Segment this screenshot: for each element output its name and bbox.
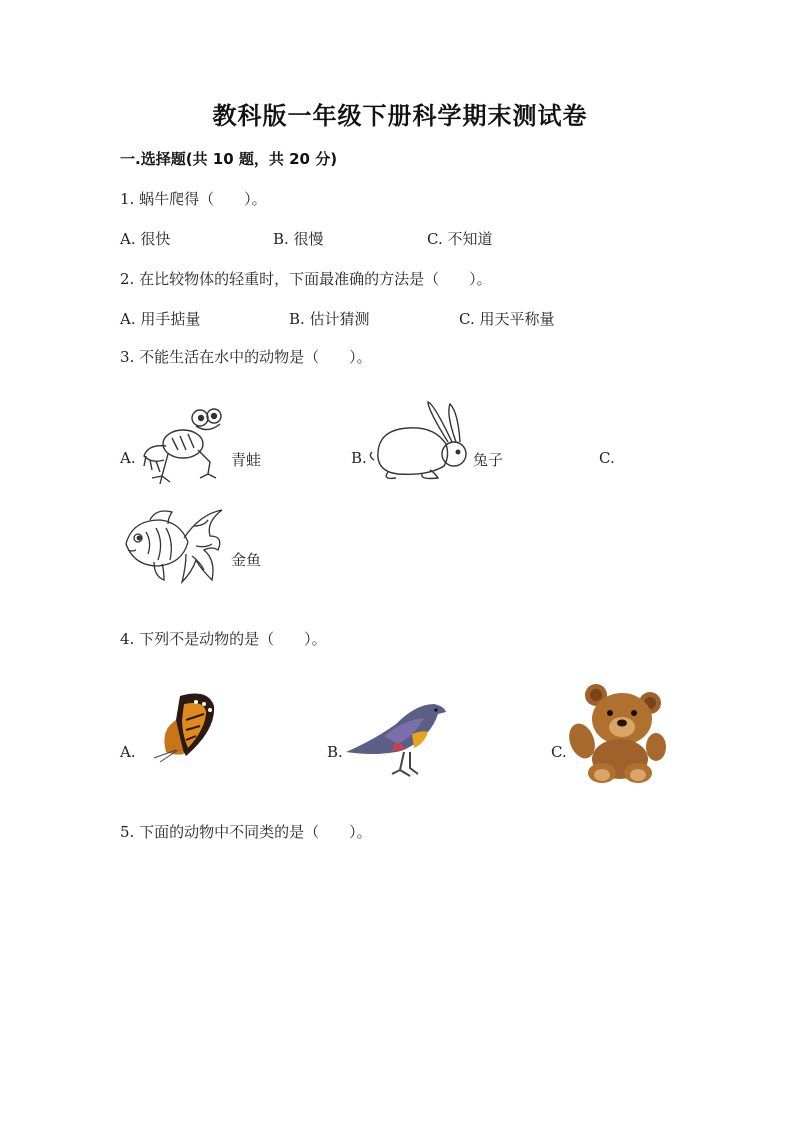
teddy-bear-photo-icon bbox=[566, 683, 668, 783]
question-3-option-c: C. bbox=[599, 449, 615, 467]
question-1-option-a: A. 很快 bbox=[120, 230, 171, 248]
question-3-stem: 3. 不能生活在水中的动物是（ ）。 bbox=[120, 348, 372, 366]
question-4-option-b: B. bbox=[327, 743, 343, 761]
question-4-stem: 4. 下列不是动物的是（ ）。 bbox=[120, 630, 327, 648]
question-5-stem: 5. 下面的动物中不同类的是（ ）。 bbox=[120, 823, 372, 841]
question-2-option-b: B. 估计猜测 bbox=[289, 310, 370, 328]
question-3-caption-b: 兔子 bbox=[473, 451, 504, 469]
question-2-option-a: A. 用手掂量 bbox=[120, 310, 201, 328]
goldfish-drawing-icon bbox=[120, 506, 228, 586]
question-2-option-c: C. 用天平称量 bbox=[459, 310, 555, 328]
page-title: 教科版一年级下册科学期末测试卷 bbox=[212, 102, 588, 130]
rabbit-drawing-icon bbox=[368, 400, 470, 482]
question-3-caption-a: 青蛙 bbox=[231, 451, 262, 469]
question-1-option-b: B. 很慢 bbox=[273, 230, 324, 248]
question-2-stem: 2. 在比较物体的轻重时，下面最准确的方法是（ ）。 bbox=[120, 270, 492, 288]
question-4-option-a: A. bbox=[120, 743, 136, 761]
question-3-caption-c: 金鱼 bbox=[231, 551, 262, 569]
question-1-stem: 1. 蜗牛爬得（ ）。 bbox=[120, 190, 267, 208]
section-heading: 一.选择题(共 10 题，共 20 分) bbox=[120, 150, 338, 168]
question-1-option-c: C. 不知道 bbox=[427, 230, 493, 248]
question-4-option-c: C. bbox=[551, 743, 567, 761]
bird-photo-icon bbox=[344, 696, 448, 780]
butterfly-photo-icon bbox=[146, 690, 222, 766]
frog-drawing-icon bbox=[138, 404, 228, 486]
question-3-option-a: A. bbox=[120, 449, 136, 467]
question-3-option-b: B. bbox=[351, 449, 367, 467]
